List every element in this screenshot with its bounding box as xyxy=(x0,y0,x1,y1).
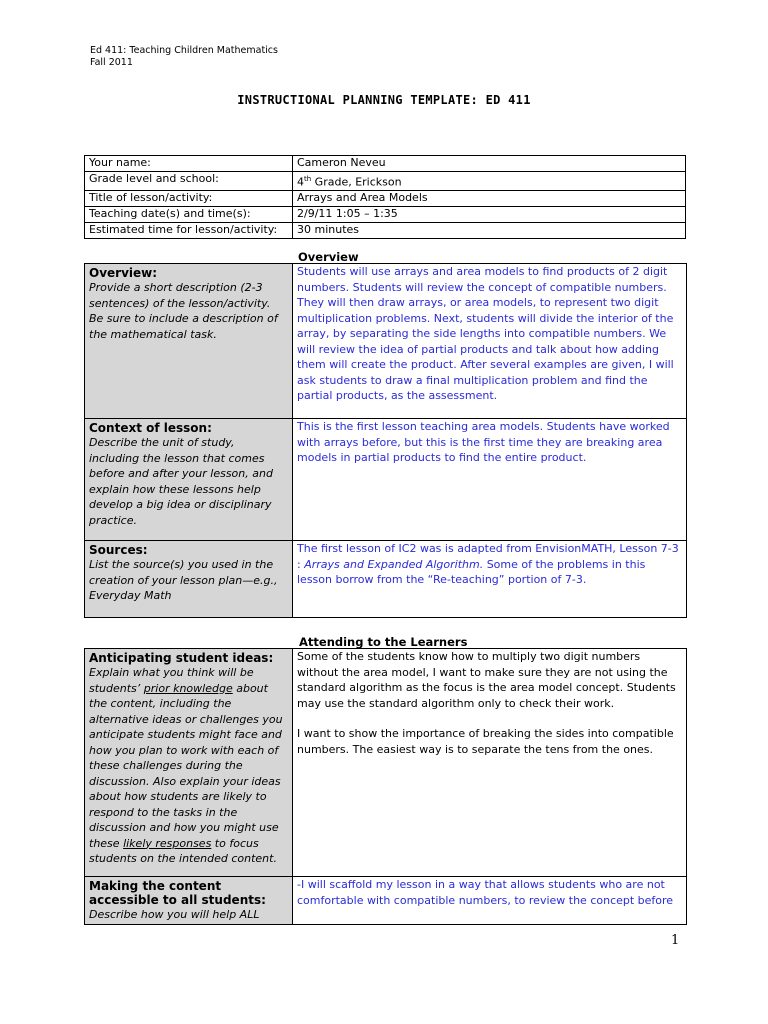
info-row-title xyxy=(85,190,686,206)
row-label-cell xyxy=(85,649,293,877)
instr-underline: likely responses xyxy=(123,836,212,850)
info-value: 2/9/11 1:05 – 1:35 xyxy=(293,206,686,222)
row-heading: Anticipating student ideas: xyxy=(89,651,274,665)
info-row-time xyxy=(85,222,686,238)
row-heading: Sources: xyxy=(89,543,148,557)
grade-suffix: th xyxy=(304,175,312,183)
row-response xyxy=(293,649,687,877)
info-label: Estimated time for lesson/activity: xyxy=(85,222,293,238)
row-sources xyxy=(85,541,687,618)
info-row-name xyxy=(85,156,686,172)
info-label: Grade level and school: xyxy=(85,172,293,191)
row-label-cell xyxy=(85,541,293,618)
info-label: Your name: xyxy=(85,156,293,172)
row-anticipating xyxy=(85,649,687,877)
row-instructions: Provide a short description (2-3 sentences) of the lesson/activity. Be sure to include a description of the mathematical task. xyxy=(89,281,278,341)
lesson-info-table xyxy=(84,155,686,239)
info-label: Teaching date(s) and time(s): xyxy=(85,206,293,222)
row-response xyxy=(293,541,687,618)
row-context xyxy=(85,419,687,541)
row-label-cell xyxy=(85,877,293,925)
info-label: Title of lesson/activity: xyxy=(85,190,293,206)
response-paragraph: Some of the students know how to multiply two digit numbers without the area model, I want to make sure they are not using the standard algorithm as the focus is the area model concept. Students may use the standard algorithm only to check their work. xyxy=(297,650,676,710)
grade-number: 4 xyxy=(297,175,304,189)
row-instructions: Describe the unit of study, including the lesson that comes before and after your lesson, and explain how these lessons help develop a big idea or disciplinary practice. xyxy=(89,436,273,527)
info-value: Cameron Neveu xyxy=(293,156,686,172)
row-response: -I will scaffold my lesson in a way that allows students who are not comfortable with compatible numbers, to review the concept before xyxy=(293,877,687,925)
row-label-cell xyxy=(85,264,293,419)
learners-table xyxy=(84,648,687,925)
sources-text-end: Some of the problems in this lesson borrow from the “Re-teaching” portion of 7-3. xyxy=(297,557,646,586)
instr-underline: prior knowledge xyxy=(143,681,233,695)
row-response: This is the first lesson teaching area models. Students have worked with arrays before, but this is the first time they are breaking area models in partial products to find the entire product. xyxy=(293,419,687,541)
overview-table xyxy=(84,263,687,618)
section-title-overview: Overview xyxy=(298,250,359,264)
page-number: 1 xyxy=(671,933,680,948)
course-name: Ed 411: Teaching Children Mathematics xyxy=(90,45,278,56)
instr-part: to focus students on the intended content. xyxy=(89,836,277,865)
info-row-date xyxy=(85,206,686,222)
row-label-cell xyxy=(85,419,293,541)
info-row-grade xyxy=(85,172,686,191)
section-title-learners: Attending to the Learners xyxy=(299,635,468,649)
row-heading: Overview: xyxy=(89,266,158,280)
row-heading: Making the content accessible to all students: xyxy=(89,879,266,907)
row-overview xyxy=(85,264,687,419)
instr-part: about the content, including the alternative ideas or challenges you anticipate students might face and how you plan to work with each of these challenges during the discussion. Also explain your ideas about how students are likely to respond to the tasks in the discussion and how you might use these xyxy=(89,681,283,850)
row-response: Students will use arrays and area models to find products of 2 digit numbers. Students will review the concept of compatible numbers. They will then draw arrays, or area models, to represent two digit multiplication problems. Next, students will divide the interior of the array, by separating the side lengths into compatible numbers. We will review the idea of partial products and talk about how adding them will create the product. After several examples are given, I will ask students to draw a final multiplication problem and find the partial products, as the assessment. xyxy=(293,264,687,419)
info-value: Arrays and Area Models xyxy=(293,190,686,206)
info-value xyxy=(293,172,686,191)
document-header xyxy=(90,45,278,69)
row-instructions: List the source(s) you used in the creation of your lesson plan—e.g., Everyday Math xyxy=(89,558,278,602)
row-instructions: Describe how you will help ALL xyxy=(89,908,260,921)
row-heading: Context of lesson: xyxy=(89,421,212,435)
sources-lesson-title: Arrays and Expanded Algorithm. xyxy=(304,557,484,571)
row-instructions xyxy=(89,665,288,867)
sources-text-start: The first lesson of IC2 was is adapted from EnvisionMATH, Lesson 7-3 : xyxy=(297,542,679,571)
info-value: 30 minutes xyxy=(293,222,686,238)
row-accessible xyxy=(85,877,687,925)
grade-school: Grade, Erickson xyxy=(311,175,402,189)
response-paragraph: I want to show the importance of breaking the sides into compatible numbers. The easiest way is to separate the tens from the ones. xyxy=(297,727,674,756)
course-term: Fall 2011 xyxy=(90,57,133,68)
instr-part: Explain what you think will be students’ xyxy=(89,666,254,695)
page-title: INSTRUCTIONAL PLANNING TEMPLATE: ED 411 xyxy=(237,93,531,107)
